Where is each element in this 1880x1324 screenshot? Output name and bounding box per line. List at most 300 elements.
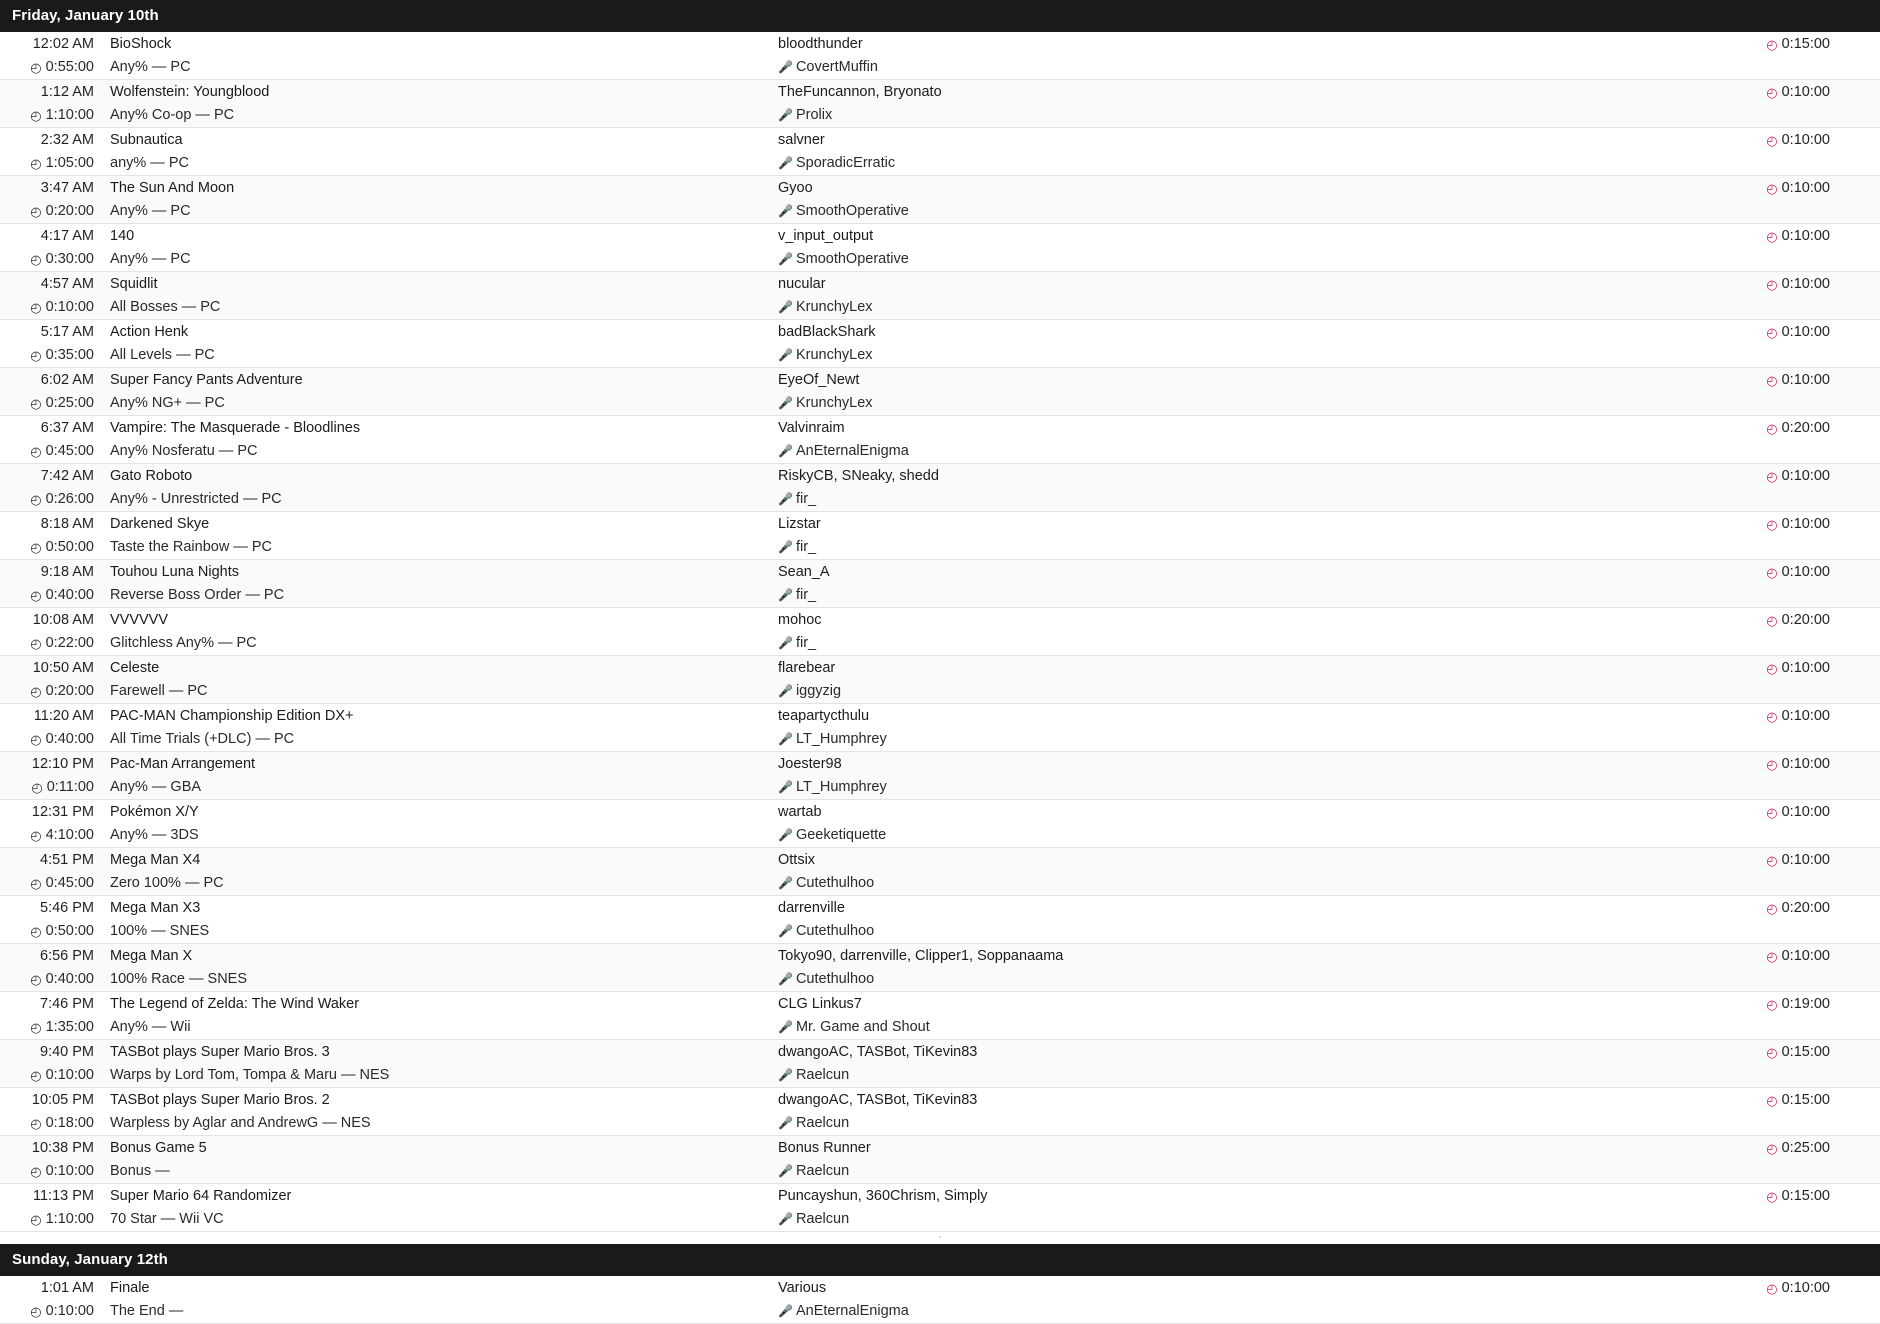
table-row	[0, 704, 1880, 752]
table-row	[0, 80, 1880, 128]
microphone-icon: 🎤	[778, 828, 793, 843]
run-duration	[0, 395, 108, 411]
run-setup-time	[1760, 564, 1880, 580]
clock-icon: ◴	[30, 732, 42, 748]
run-duration-value: 0:10:00	[45, 1067, 94, 1084]
commentator-wrap	[778, 971, 874, 987]
run-game-title: Darkened Skye	[110, 515, 210, 532]
run-category: The End —	[110, 1303, 184, 1320]
run-start-time-value: 6:37 AM	[40, 419, 94, 436]
day-header: Friday, January 10th	[0, 0, 1880, 32]
run-start-time-value: 6:02 AM	[40, 371, 94, 388]
setup-timer-icon: ◴	[1766, 420, 1778, 436]
run-duration	[0, 971, 108, 987]
run-commentators	[776, 923, 1760, 939]
table-row	[0, 608, 1880, 656]
run-game-title: Vampire: The Masquerade - Bloodlines	[110, 419, 361, 436]
run-setup-time	[1760, 324, 1880, 340]
run-duration	[0, 251, 108, 267]
run-setup-time	[1760, 1280, 1880, 1296]
run-commentators	[776, 1211, 1760, 1227]
clock-icon: ◴	[30, 444, 42, 460]
run-commentators	[776, 1163, 1760, 1179]
run-category: Any% Nosferatu — PC	[110, 443, 258, 460]
table-row	[0, 32, 1880, 80]
run-runners: flarebear	[778, 659, 836, 676]
microphone-icon: 🎤	[778, 1304, 793, 1319]
commentator-wrap	[778, 1163, 849, 1179]
run-commentators-value: fir_	[795, 587, 817, 604]
run-duration-value: 0:40:00	[45, 587, 94, 604]
setup-timer-icon: ◴	[1766, 516, 1778, 532]
run-commentators-value: CovertMuffin	[795, 59, 878, 76]
run-setup-time	[1760, 180, 1880, 196]
run-main-row	[0, 1276, 1880, 1300]
run-category: Any% Co-op — PC	[110, 107, 235, 124]
microphone-icon: 🎤	[778, 444, 793, 459]
run-category: Any% NG+ — PC	[110, 395, 225, 412]
run-main-row	[0, 320, 1880, 344]
table-row	[0, 320, 1880, 368]
run-duration	[0, 1067, 108, 1083]
run-setup-time	[1760, 900, 1880, 916]
run-main-row	[0, 752, 1880, 776]
table-row	[0, 464, 1880, 512]
run-setup-value: 0:10:00	[1781, 323, 1830, 340]
run-game-title: Finale	[110, 1279, 150, 1296]
run-runners: Ottsix	[778, 851, 816, 868]
run-game-title: Mega Man X3	[110, 899, 201, 916]
commentator-wrap	[778, 59, 878, 75]
run-duration	[0, 155, 108, 171]
table-row	[0, 416, 1880, 464]
run-start-time	[0, 468, 108, 484]
run-start-time	[0, 420, 108, 436]
run-category: Any% - Unrestricted — PC	[110, 491, 282, 508]
run-commentators	[776, 395, 1760, 411]
microphone-icon: 🎤	[778, 1164, 793, 1179]
day-separator: ·	[938, 1229, 942, 1243]
run-setup-time	[1760, 276, 1880, 292]
run-commentators-value: KrunchyLex	[795, 347, 873, 364]
run-duration-value: 0:55:00	[45, 59, 94, 76]
run-category: 100% Race — SNES	[110, 971, 248, 988]
run-start-time	[0, 612, 108, 628]
setup-timer-icon: ◴	[1766, 84, 1778, 100]
run-duration	[0, 731, 108, 747]
run-duration	[0, 1211, 108, 1227]
run-commentators	[776, 875, 1760, 891]
run-duration	[0, 203, 108, 219]
run-duration-value: 0:50:00	[45, 539, 94, 556]
run-start-time-value: 10:50 AM	[32, 659, 94, 676]
run-start-time-value: 12:02 AM	[32, 35, 94, 52]
run-start-time-value: 11:20 AM	[33, 707, 94, 724]
clock-icon: ◴	[30, 348, 42, 364]
clock-icon: ◴	[30, 252, 42, 268]
setup-timer-icon: ◴	[1766, 1280, 1778, 1296]
setup-timer-icon: ◴	[1766, 228, 1778, 244]
run-main-row	[0, 1040, 1880, 1064]
run-detail-row	[0, 536, 1880, 560]
run-game-title: Touhou Luna Nights	[110, 563, 239, 580]
table-row	[0, 752, 1880, 800]
run-detail-row	[0, 584, 1880, 608]
run-setup-time	[1760, 372, 1880, 388]
run-commentators-value: SmoothOperative	[795, 203, 909, 220]
setup-timer-icon: ◴	[1766, 1092, 1778, 1108]
run-setup-value: 0:10:00	[1781, 83, 1830, 100]
run-category: 70 Star — Wii VC	[110, 1211, 224, 1228]
run-duration-value: 0:45:00	[45, 875, 94, 892]
clock-icon: ◴	[30, 828, 42, 844]
run-setup-value: 0:10:00	[1781, 131, 1830, 148]
setup-timer-icon: ◴	[1766, 468, 1778, 484]
run-start-time-value: 7:46 PM	[40, 995, 94, 1012]
run-duration	[0, 779, 108, 795]
run-detail-row	[0, 1016, 1880, 1040]
setup-timer-icon: ◴	[1766, 708, 1778, 724]
microphone-icon: 🎤	[778, 876, 793, 891]
run-runners: mohoc	[778, 611, 822, 628]
setup-timer-icon: ◴	[1766, 564, 1778, 580]
run-category: All Bosses — PC	[110, 299, 221, 316]
run-game-title: VVVVVV	[110, 611, 169, 628]
run-category: Any% — 3DS	[110, 827, 199, 844]
run-game-title: Super Mario 64 Randomizer	[110, 1187, 292, 1204]
run-setup-value: 0:10:00	[1781, 947, 1830, 964]
run-commentators-value: LT_Humphrey	[795, 731, 887, 748]
clock-icon: ◴	[30, 540, 42, 556]
run-runners: EyeOf_Newt	[778, 371, 860, 388]
run-start-time-value: 10:05 PM	[31, 1091, 94, 1108]
setup-timer-icon: ◴	[1766, 276, 1778, 292]
run-setup-value: 0:15:00	[1781, 1091, 1830, 1108]
run-start-time	[0, 1044, 108, 1060]
table-row	[0, 1184, 1880, 1232]
run-setup-value: 0:20:00	[1781, 419, 1830, 436]
run-runners: Joester98	[778, 755, 842, 772]
setup-timer-icon: ◴	[1766, 756, 1778, 772]
run-start-time-value: 10:38 PM	[31, 1139, 94, 1156]
clock-icon: ◴	[30, 1020, 42, 1036]
setup-timer-icon: ◴	[1766, 996, 1778, 1012]
run-detail-row	[0, 104, 1880, 128]
clock-icon: ◴	[30, 204, 42, 220]
run-duration-value: 0:22:00	[45, 635, 94, 652]
run-setup-value: 0:10:00	[1781, 371, 1830, 388]
run-setup-value: 0:10:00	[1781, 275, 1830, 292]
table-row	[0, 992, 1880, 1040]
run-commentators	[776, 587, 1760, 603]
run-main-row	[0, 656, 1880, 680]
microphone-icon: 🎤	[778, 684, 793, 699]
run-commentators-value: Cutethulhoo	[795, 971, 875, 988]
run-duration-value: 0:50:00	[45, 923, 94, 940]
run-duration-value: 0:10:00	[45, 299, 94, 316]
setup-timer-icon: ◴	[1766, 180, 1778, 196]
commentator-wrap	[778, 587, 816, 603]
run-setup-time	[1760, 660, 1880, 676]
run-start-time-value: 8:18 AM	[40, 515, 94, 532]
microphone-icon: 🎤	[778, 108, 793, 123]
run-setup-time	[1760, 852, 1880, 868]
run-setup-time	[1760, 1044, 1880, 1060]
clock-icon: ◴	[30, 636, 42, 652]
run-start-time	[0, 1092, 108, 1108]
run-commentators-value: Prolix	[795, 107, 833, 124]
table-row	[0, 1136, 1880, 1184]
commentator-wrap	[778, 1115, 849, 1131]
run-start-time-value: 12:31 PM	[31, 803, 94, 820]
microphone-icon: 🎤	[778, 1020, 793, 1035]
setup-timer-icon: ◴	[1766, 324, 1778, 340]
run-setup-time	[1760, 84, 1880, 100]
run-setup-time	[1760, 804, 1880, 820]
run-commentators-value: Geeketiquette	[795, 827, 887, 844]
run-category: Warpless by Aglar and AndrewG — NES	[110, 1115, 371, 1132]
run-main-row	[0, 176, 1880, 200]
run-detail-row	[0, 920, 1880, 944]
run-start-time	[0, 660, 108, 676]
clock-icon: ◴	[30, 60, 42, 76]
run-main-row	[0, 560, 1880, 584]
commentator-wrap	[778, 251, 909, 267]
run-detail-row	[0, 200, 1880, 224]
run-commentators	[776, 59, 1760, 75]
run-runners: nucular	[778, 275, 826, 292]
microphone-icon: 🎤	[778, 972, 793, 987]
run-commentators-value: KrunchyLex	[795, 395, 873, 412]
run-main-row	[0, 1088, 1880, 1112]
run-runners: RiskyCB, SNeaky, shedd	[778, 467, 939, 484]
run-start-time-value: 7:42 AM	[40, 467, 94, 484]
run-start-time-value: 4:51 PM	[40, 851, 94, 868]
run-detail-row	[0, 968, 1880, 992]
run-commentators	[776, 635, 1760, 651]
table-row	[0, 1276, 1880, 1324]
clock-icon: ◴	[30, 1304, 42, 1320]
run-start-time	[0, 1140, 108, 1156]
run-start-time-value: 5:46 PM	[40, 899, 94, 916]
microphone-icon: 🎤	[778, 60, 793, 75]
run-start-time	[0, 852, 108, 868]
run-setup-value: 0:19:00	[1781, 995, 1830, 1012]
run-game-title: PAC-MAN Championship Edition DX+	[110, 707, 354, 724]
run-category: Any% — PC	[110, 59, 191, 76]
setup-timer-icon: ◴	[1766, 372, 1778, 388]
run-category: 100% — SNES	[110, 923, 210, 940]
run-start-time-value: 5:17 AM	[40, 323, 94, 340]
table-row	[0, 848, 1880, 896]
run-setup-value: 0:10:00	[1781, 563, 1830, 580]
run-setup-value: 0:10:00	[1781, 1279, 1830, 1296]
run-setup-time	[1760, 132, 1880, 148]
run-commentators-value: LT_Humphrey	[795, 779, 887, 796]
run-main-row	[0, 608, 1880, 632]
commentator-wrap	[778, 299, 873, 315]
run-commentators-value: Raelcun	[795, 1211, 850, 1228]
run-duration	[0, 683, 108, 699]
run-detail-row	[0, 392, 1880, 416]
run-game-title: Wolfenstein: Youngblood	[110, 83, 270, 100]
run-detail-row	[0, 1300, 1880, 1324]
run-category: Reverse Boss Order — PC	[110, 587, 285, 604]
run-start-time	[0, 180, 108, 196]
table-row	[0, 128, 1880, 176]
run-commentators-value: KrunchyLex	[795, 299, 873, 316]
run-runners: darrenville	[778, 899, 845, 916]
run-commentators	[776, 1115, 1760, 1131]
run-start-time-value: 1:12 AM	[40, 83, 94, 100]
run-detail-row	[0, 824, 1880, 848]
run-detail-row	[0, 440, 1880, 464]
run-main-row	[0, 32, 1880, 56]
run-setup-value: 0:10:00	[1781, 707, 1830, 724]
run-detail-row	[0, 872, 1880, 896]
run-commentators	[776, 683, 1760, 699]
run-commentators-value: Mr. Game and Shout	[795, 1019, 930, 1036]
run-main-row	[0, 512, 1880, 536]
run-start-time-value: 2:32 AM	[40, 131, 94, 148]
commentator-wrap	[778, 635, 816, 651]
run-setup-time	[1760, 228, 1880, 244]
table-row	[0, 800, 1880, 848]
clock-icon: ◴	[30, 1068, 42, 1084]
run-start-time-value: 1:01 AM	[40, 1279, 94, 1296]
microphone-icon: 🎤	[778, 588, 793, 603]
microphone-icon: 🎤	[778, 1116, 793, 1131]
run-start-time-value: 9:40 PM	[40, 1043, 94, 1060]
table-row	[0, 560, 1880, 608]
commentator-wrap	[778, 443, 909, 459]
run-setup-time	[1760, 420, 1880, 436]
table-row	[0, 656, 1880, 704]
run-commentators-value: SmoothOperative	[795, 251, 909, 268]
run-category: Farewell — PC	[110, 683, 208, 700]
run-start-time-value: 9:18 AM	[40, 563, 94, 580]
commentator-wrap	[778, 1303, 909, 1319]
run-duration	[0, 1163, 108, 1179]
run-commentators-value: fir_	[795, 491, 817, 508]
run-commentators-value: Raelcun	[795, 1163, 850, 1180]
run-setup-time	[1760, 1092, 1880, 1108]
run-game-title: The Legend of Zelda: The Wind Waker	[110, 995, 360, 1012]
run-category: Taste the Rainbow — PC	[110, 539, 272, 556]
run-detail-row	[0, 1208, 1880, 1232]
run-start-time	[0, 84, 108, 100]
clock-icon: ◴	[30, 1164, 42, 1180]
run-duration	[0, 635, 108, 651]
run-runners: Tokyo90, darrenville, Clipper1, Soppanaama	[778, 947, 1064, 964]
table-row	[0, 1088, 1880, 1136]
run-runners: teapartycthulu	[778, 707, 870, 724]
commentator-wrap	[778, 1019, 930, 1035]
run-duration	[0, 299, 108, 315]
clock-icon: ◴	[30, 1212, 42, 1228]
run-detail-row	[0, 632, 1880, 656]
run-main-row	[0, 416, 1880, 440]
microphone-icon: 🎤	[778, 1212, 793, 1227]
run-start-time-value: 4:17 AM	[40, 227, 94, 244]
run-duration	[0, 539, 108, 555]
clock-icon: ◴	[30, 1116, 42, 1132]
setup-timer-icon: ◴	[1766, 1140, 1778, 1156]
run-commentators-value: Raelcun	[795, 1067, 850, 1084]
run-category: any% — PC	[110, 155, 189, 172]
run-commentators	[776, 203, 1760, 219]
clock-icon: ◴	[30, 156, 42, 172]
clock-icon: ◴	[30, 972, 42, 988]
table-row	[0, 368, 1880, 416]
run-category: Zero 100% — PC	[110, 875, 224, 892]
microphone-icon: 🎤	[778, 732, 793, 747]
run-start-time	[0, 1280, 108, 1296]
setup-timer-icon: ◴	[1766, 948, 1778, 964]
run-runners: CLG Linkus7	[778, 995, 862, 1012]
run-start-time	[0, 132, 108, 148]
run-commentators-value: SporadicErratic	[795, 155, 896, 172]
setup-timer-icon: ◴	[1766, 1188, 1778, 1204]
setup-timer-icon: ◴	[1766, 804, 1778, 820]
run-duration	[0, 59, 108, 75]
run-duration-value: 0:20:00	[45, 203, 94, 220]
run-commentators	[776, 1303, 1760, 1319]
run-game-title: Mega Man X4	[110, 851, 201, 868]
run-game-title: TASBot plays Super Mario Bros. 3	[110, 1043, 330, 1060]
day-header: Sunday, January 12th	[0, 1244, 1880, 1276]
run-detail-row	[0, 248, 1880, 272]
run-setup-value: 0:10:00	[1781, 803, 1830, 820]
clock-icon: ◴	[30, 300, 42, 316]
run-detail-row	[0, 728, 1880, 752]
run-commentators-value: AnEternalEnigma	[795, 443, 909, 460]
run-setup-value: 0:10:00	[1781, 227, 1830, 244]
run-game-title: 140	[110, 227, 135, 244]
microphone-icon: 🎤	[778, 156, 793, 171]
run-detail-row	[0, 1112, 1880, 1136]
microphone-icon: 🎤	[778, 636, 793, 651]
run-duration	[0, 875, 108, 891]
run-commentators	[776, 779, 1760, 795]
run-detail-row	[0, 1160, 1880, 1184]
run-setup-value: 0:20:00	[1781, 611, 1830, 628]
run-detail-row	[0, 680, 1880, 704]
microphone-icon: 🎤	[778, 924, 793, 939]
run-setup-time	[1760, 36, 1880, 52]
run-setup-time	[1760, 1140, 1880, 1156]
run-detail-row	[0, 488, 1880, 512]
run-commentators-value: iggyzig	[795, 683, 842, 700]
run-commentators	[776, 971, 1760, 987]
commentator-wrap	[778, 923, 874, 939]
run-start-time	[0, 708, 108, 724]
run-category: Glitchless Any% — PC	[110, 635, 257, 652]
run-start-time	[0, 36, 108, 52]
run-game-title: Squidlit	[110, 275, 158, 292]
commentator-wrap	[778, 731, 887, 747]
run-game-title: Super Fancy Pants Adventure	[110, 371, 303, 388]
run-setup-time	[1760, 516, 1880, 532]
microphone-icon: 🎤	[778, 492, 793, 507]
run-start-time	[0, 756, 108, 772]
run-duration-value: 0:18:00	[45, 1115, 94, 1132]
run-main-row	[0, 704, 1880, 728]
run-setup-value: 0:10:00	[1781, 179, 1830, 196]
run-duration-value: 0:30:00	[45, 251, 94, 268]
microphone-icon: 🎤	[778, 252, 793, 267]
run-commentators-value: fir_	[795, 635, 817, 652]
